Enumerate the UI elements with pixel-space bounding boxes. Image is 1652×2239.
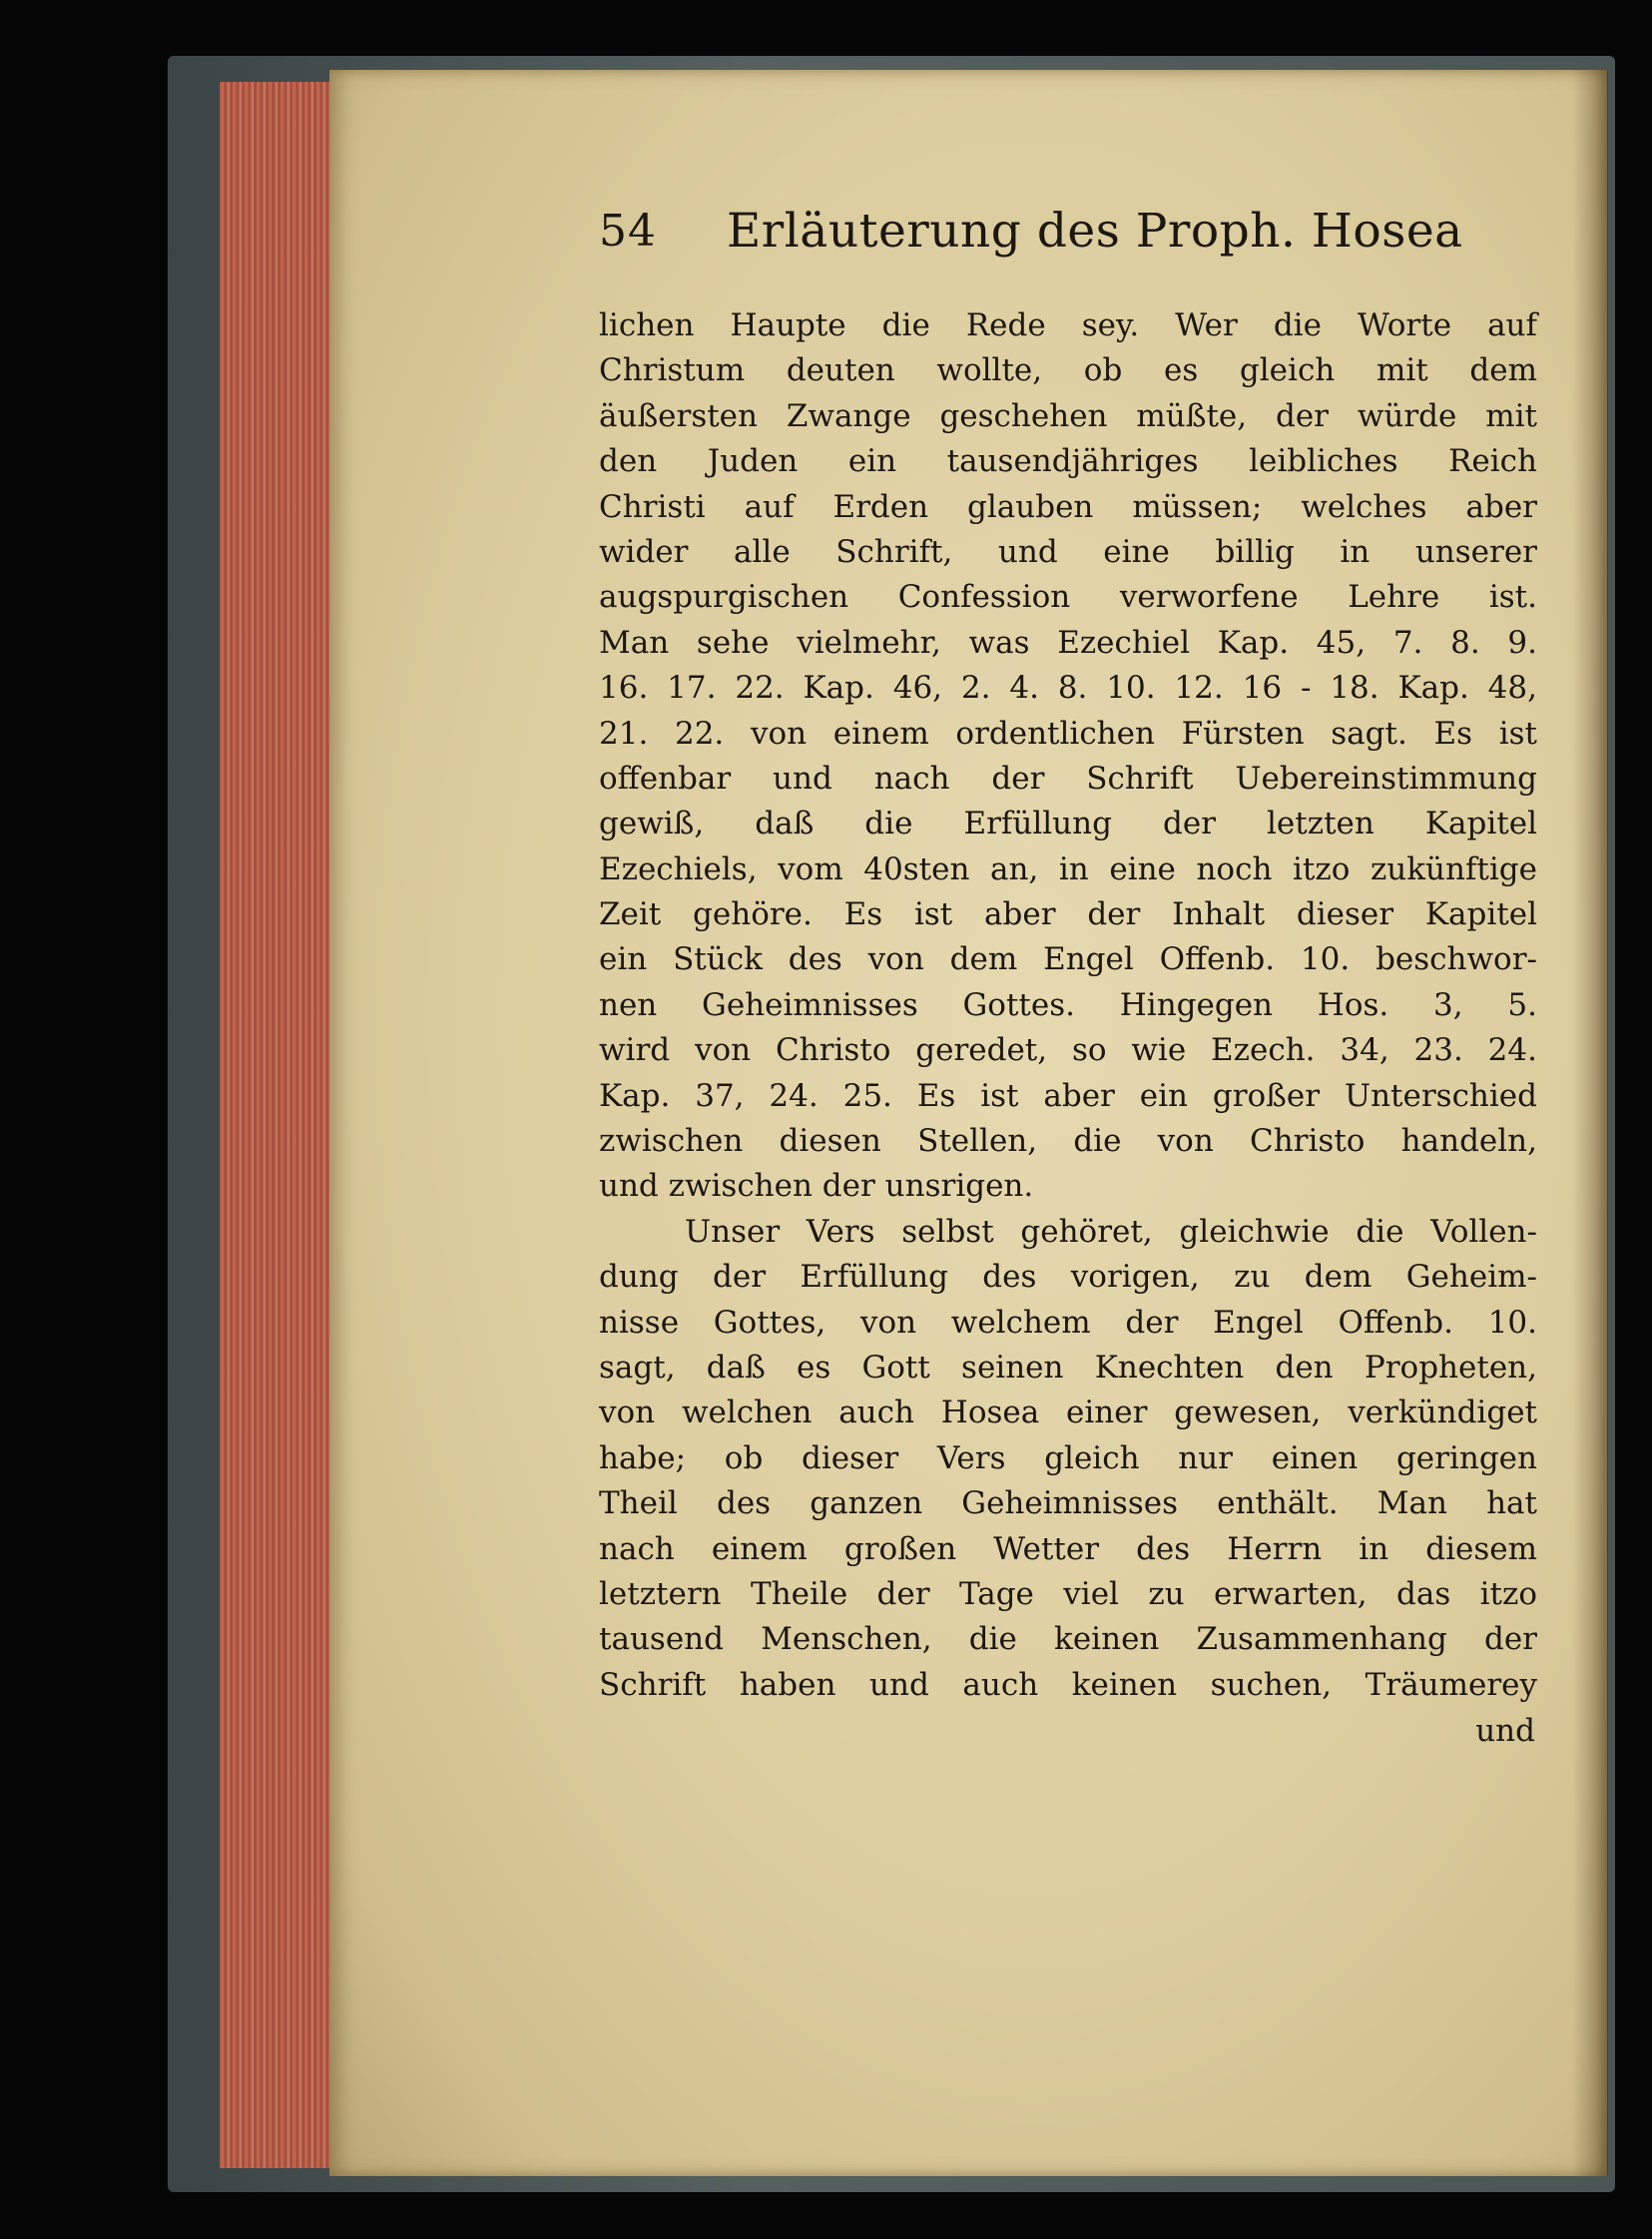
text-line: nisse Gottes, von welchem der Engel Offenb. 10. [599,1304,1537,1341]
text-line: nen Geheimnisses Gottes. Hingegen Hos. 3, 5. [599,986,1537,1023]
text-line: wird von Christo geredet, so wie Ezech. 34, 23. 24. [599,1032,1537,1069]
text-line: Man sehe vielmehr, was Ezechiel Kap. 45, 7. 8. 9. [599,624,1537,661]
catchword: und [1475,1713,1535,1750]
gutter-shadow [1572,70,1608,2176]
running-title: Erläuterung des Proph. Hosea [727,204,1463,259]
paragraph-2 [599,1210,1537,1708]
text-line: Ezechiels, vom 40sten an, in eine noch itzo zukünftige [599,850,1537,887]
text-line: letztern Theile der Tage viel zu erwarten, das itzo [599,1575,1537,1612]
text-line: tausend Menschen, die keinen Zusammenhang der [599,1621,1537,1658]
text-line: 16. 17. 22. Kap. 46, 2. 4. 8. 10. 12. 16 - 18. Kap. 48, [599,670,1537,707]
text-line: offenbar und nach der Schrift Uebereinstimmung [599,760,1537,797]
text-line: und zwischen der unsrigen. [599,1168,1034,1205]
paragraph-1 [599,303,1537,1210]
page-edges [220,82,342,2168]
text-line: Theil des ganzen Geheimnisses enthält. Man hat [599,1485,1537,1522]
page-text-block [599,200,1537,1754]
text-line: sagt, daß es Gott seinen Knechten den Propheten, [599,1349,1537,1386]
text-line: den Juden ein tausendjähriges leibliches Reich [599,443,1537,480]
text-line: Christum deuten wollte, ob es gleich mit dem [599,352,1537,389]
text-line: äußersten Zwange geschehen müßte, der würde mit [599,397,1537,434]
text-line: augspurgischen Confession verworfene Lehre ist. [599,579,1537,616]
text-line: 21. 22. von einem ordentlichen Fürsten sagt. Es ist [599,715,1537,752]
text-line: nach einem großen Wetter des Herrn in diesem [599,1530,1537,1567]
text-line: Kap. 37, 24. 25. Es ist aber ein großer Unterschied [599,1077,1537,1114]
text-line: habe; ob dieser Vers gleich nur einen geringen [599,1439,1537,1476]
text-line: Unser Vers selbst gehöret, gleichwie die Vollen- [685,1213,1537,1250]
text-line: gewiß, daß die Erfüllung der letzten Kapitel [599,806,1537,842]
text-line: zwischen diesen Stellen, die von Christo handeln, [599,1123,1537,1160]
text-line: wider alle Schrift, und eine billig in unserer [599,533,1537,570]
text-line: Christi auf Erden glauben müssen; welches aber [599,488,1537,525]
text-line: Schrift haben und auch keinen suchen, Träumerey [599,1666,1537,1703]
text-line: Zeit gehöre. Es ist aber der Inhalt dieser Kapitel [599,896,1537,933]
page-number: 54 [599,206,657,257]
running-head [599,200,1537,270]
text-line: lichen Haupte die Rede sey. Wer die Worte auf [599,307,1537,343]
text-line: von welchen auch Hosea einer gewesen, verkündiget [599,1395,1537,1431]
text-line: dung der Erfüllung des vorigen, zu dem Geheim- [599,1259,1537,1296]
text-line: ein Stück des von dem Engel Offenb. 10. beschwor- [599,941,1537,978]
